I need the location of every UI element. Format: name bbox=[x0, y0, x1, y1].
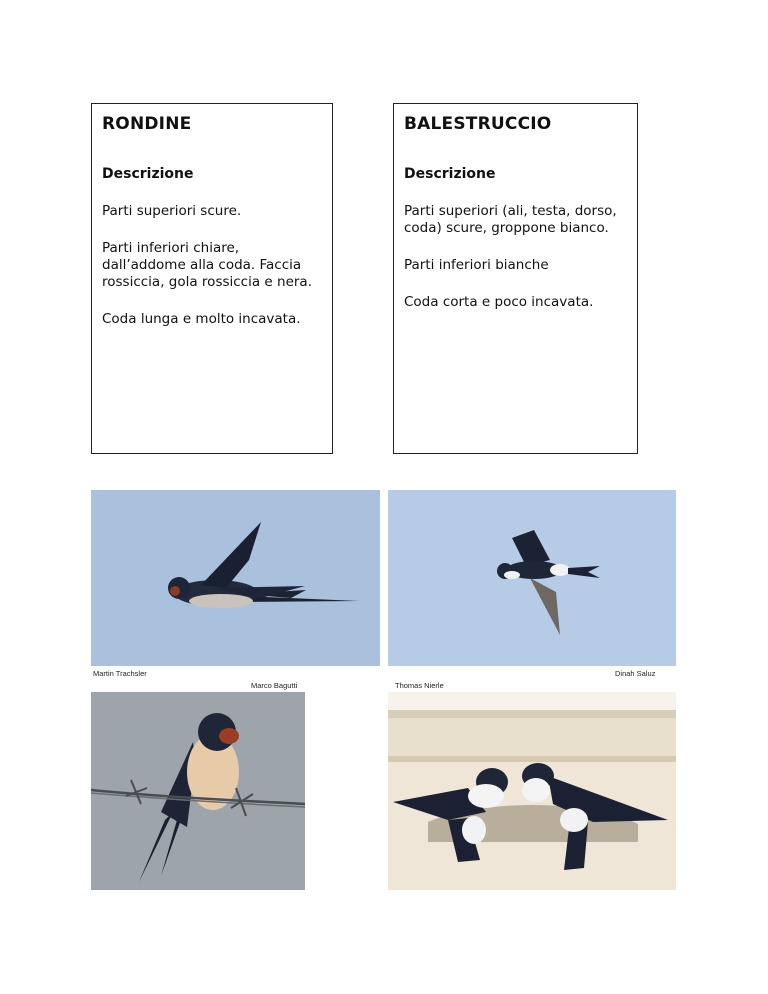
photo-credit: Dinah Saluz bbox=[615, 669, 656, 678]
martins-nest-image bbox=[388, 692, 676, 890]
card-title: BALESTRUCCIO bbox=[404, 114, 552, 134]
card-balestruccio bbox=[393, 103, 638, 454]
card-heading: Descrizione bbox=[102, 166, 194, 182]
card-paragraph: Coda corta e poco incavata. bbox=[404, 294, 594, 310]
card-heading: Descrizione bbox=[404, 166, 496, 182]
photo-credit: Thomas Nierle bbox=[395, 681, 444, 690]
card-title: RONDINE bbox=[102, 114, 192, 134]
photo-swallow-perched bbox=[91, 692, 305, 890]
photo-credit: Marco Bagutti bbox=[251, 681, 298, 690]
martin-flight-image bbox=[388, 490, 676, 666]
card-paragraph: Parti inferiori chiare, dall’addome alla coda. Faccia rossiccia, gola rossiccia e nera. bbox=[102, 240, 312, 290]
photo-martins-nest bbox=[388, 692, 676, 890]
card-paragraph: Parti inferiori bianche bbox=[404, 257, 549, 273]
photo-swallow-flight bbox=[91, 490, 380, 666]
card-rondine bbox=[91, 103, 333, 454]
swallow-flight-image bbox=[91, 490, 380, 666]
card-paragraph: Coda lunga e molto incavata. bbox=[102, 311, 301, 327]
card-paragraph: Parti superiori (ali, testa, dorso, coda) scure, groppone bianco. bbox=[404, 203, 617, 236]
swallow-perched-image bbox=[91, 692, 305, 890]
photo-credit: Martin Trachsler bbox=[93, 669, 147, 678]
photo-martin-flight bbox=[388, 490, 676, 666]
card-paragraph: Parti superiori scure. bbox=[102, 203, 242, 219]
